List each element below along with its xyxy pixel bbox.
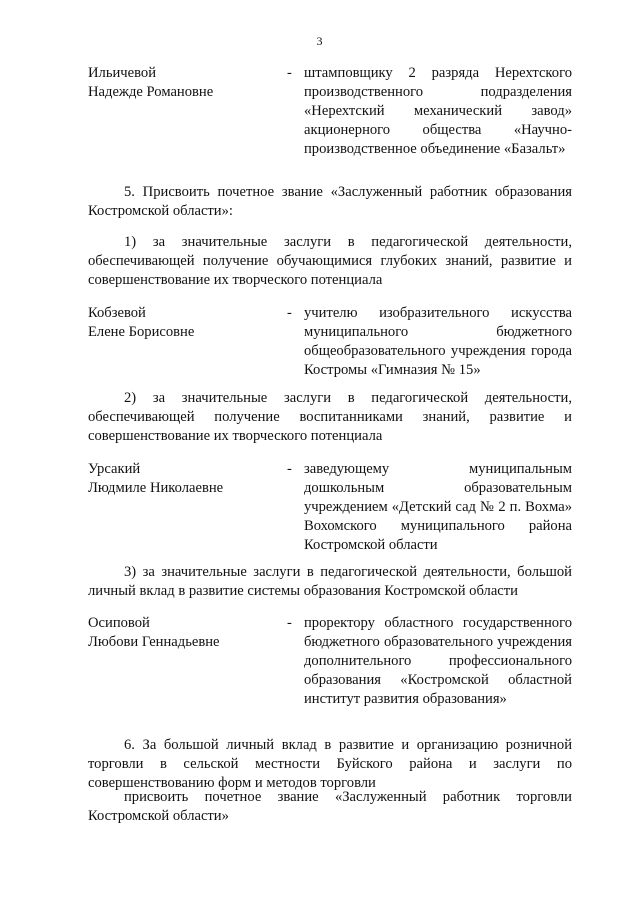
recipient-name <box>88 614 278 652</box>
section-5-sub-1: 1) за значительные заслуги в педагогической деятельности, обеспечивающей получение обучающимися глубоких знаний, развитие и совершенствование их творческого потенциала <box>88 234 572 288</box>
entry-dash: - <box>287 305 292 321</box>
recipient-surname: Урсакий <box>88 461 141 477</box>
recipient-position: проректору областного государственного бюджетного образовательного учреждения дополнительного профессионального образования «Костромской областной институт развития образования» <box>304 615 572 707</box>
section-5-sub-2: 2) за значительные заслуги в педагогической деятельности, обеспечивающей получение воспитанниками знаний, развитие и совершенствование их творческого потенциала <box>88 390 572 444</box>
recipient-position: учителю изобразительного искусства муниципального бюджетного общеобразовательного учреждения города Костромы «Гимназия № 15» <box>304 305 572 378</box>
page-number: 3 <box>316 34 323 48</box>
recipient-given-names: Любови Геннадьевне <box>88 634 220 650</box>
recipient-given-names: Людмиле Николаевне <box>88 480 224 496</box>
entry-dash: - <box>287 461 292 477</box>
section-5-sub-3: 3) за значительные заслуги в педагогической деятельности, большой личный вклад в развитие системы образования Костромской области <box>88 564 572 599</box>
recipient-given-names: Надежде Романовне <box>88 84 214 100</box>
section-6-intro: 6. За большой личный вклад в развитие и организацию розничной торговли в сельской местности Буйского района и заслуги по совершенствованию форм и методов торговли <box>88 737 572 791</box>
entry-dash: - <box>287 65 292 81</box>
recipient-name <box>88 460 278 498</box>
recipient-surname: Ильичевой <box>88 65 157 81</box>
recipient-name <box>88 304 278 342</box>
recipient-given-names: Елене Борисовне <box>88 324 195 340</box>
recipient-position: заведующему муниципальным дошкольным образовательным учреждением «Детский сад № 2 п. Вохма» Вохомского муниципального района Костромской области <box>304 461 572 553</box>
section-6-award: присвоить почетное звание «Заслуженный работник торговли Костромской области» <box>88 789 572 824</box>
section-5-intro: 5. Присвоить почетное звание «Заслуженный работник образования Костромской области»: <box>88 184 572 219</box>
recipient-name <box>88 64 278 102</box>
recipient-surname: Кобзевой <box>88 305 146 321</box>
recipient-position: штамповщику 2 разряда Нерехтского производственного подразделения «Нерехтский механический завод» акционерного общества «Научно-производственное объединение «Базальт» <box>304 65 572 157</box>
recipient-surname: Осиповой <box>88 615 150 631</box>
entry-dash: - <box>287 615 292 631</box>
